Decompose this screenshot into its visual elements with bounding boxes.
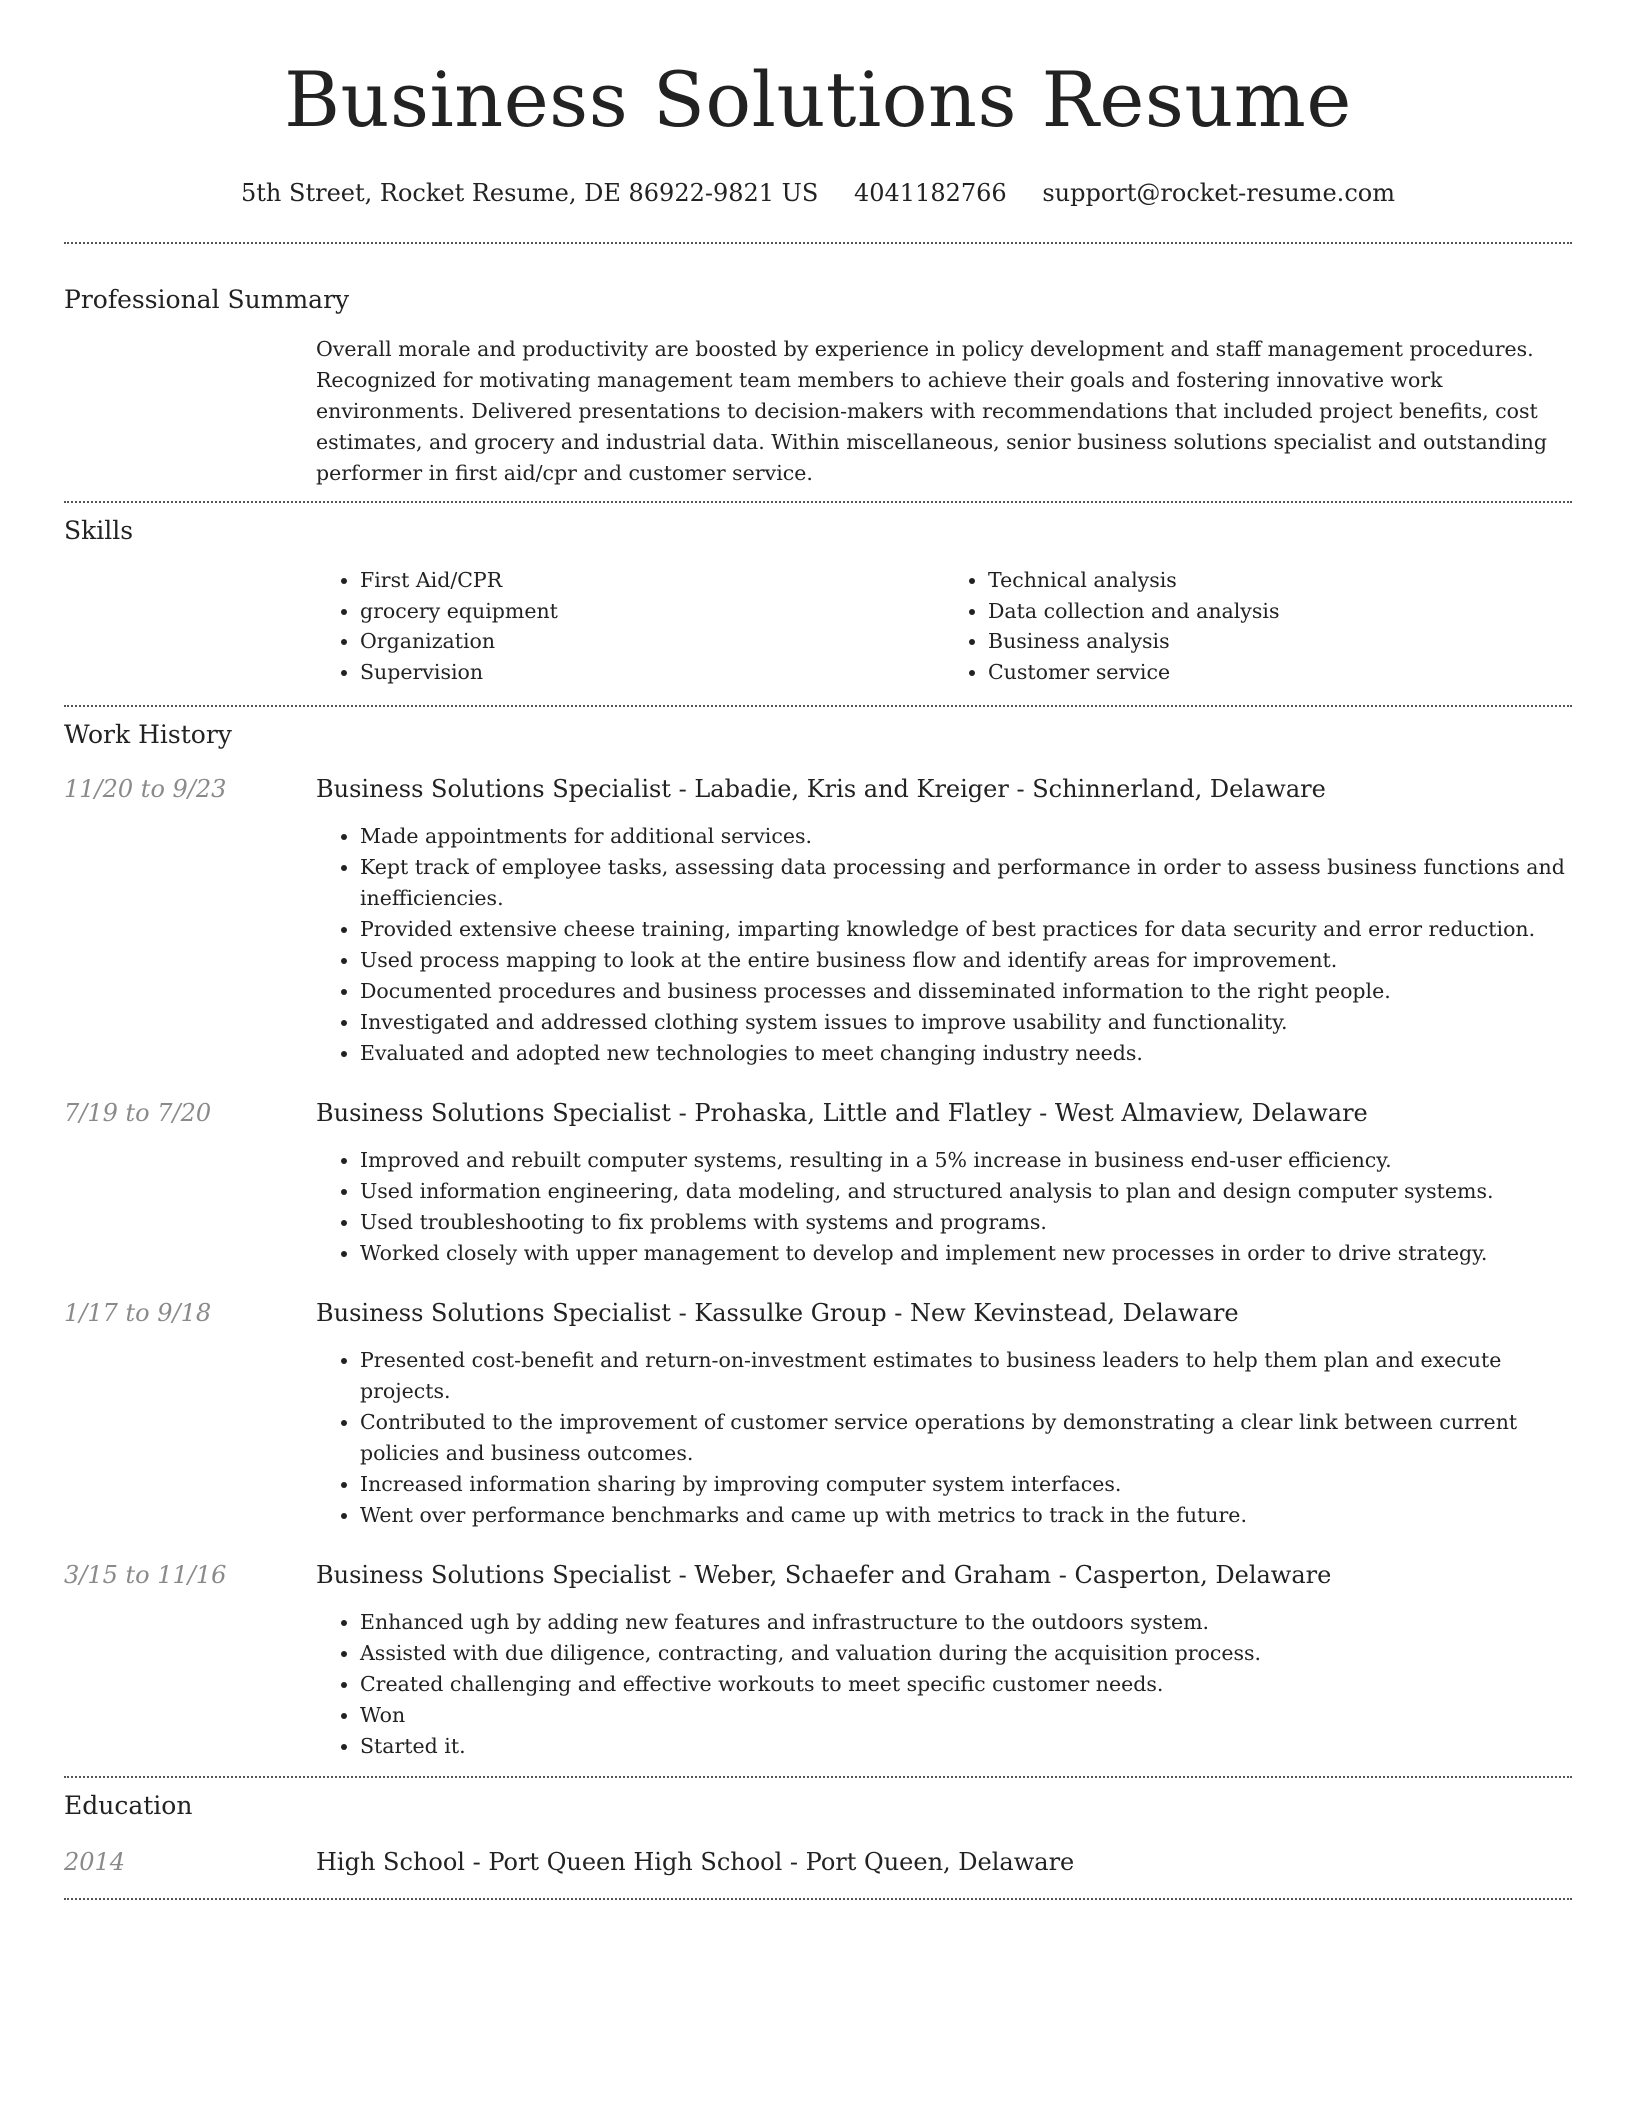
education-section [64,1778,1572,1878]
job-title: Business Solutions Specialist - Prohaska, Little and Flatley - West Almaview, Delaware [316,1099,1368,1127]
education-school: High School - Port Queen High School - Port Queen, Delaware [316,1848,1075,1876]
skill-item: • Customer service [988,657,1572,688]
job-bullet: • Worked closely with upper management to develop and implement new processes in order to drive strategy. [360,1238,1572,1269]
job-bullet: • Created challenging and effective workouts to meet specific customer needs. [360,1669,1572,1700]
job-bullet: • Used information engineering, data modeling, and structured analysis to plan and design computer systems. [360,1176,1572,1207]
job-body [316,1559,1572,1762]
skills-column-left [316,565,944,687]
job-title: Business Solutions Specialist - Kassulke Group - New Kevinstead, Delaware [316,1299,1239,1327]
job-bullet: • Used process mapping to look at the entire business flow and identify areas for improvement. [360,945,1572,976]
job-bullet: • Won [360,1700,1572,1731]
summary-text: Overall morale and productivity are boosted by experience in policy development and staff management procedures. Recognized for motivating management team members to achieve their goals and fostering innovative work environments. Delivered presentations to decision-makers with recommendations that included project benefits, cost estimates, and grocery and industrial data. Within miscellaneous, senior business solutions specialist and outstanding performer in first aid/cpr and customer service. [316,337,1547,485]
skill-item: • Supervision [360,657,944,688]
job-bullets [316,1607,1572,1762]
skills-section [64,503,1572,687]
job-title: Business Solutions Specialist - Labadie, Kris and Kreiger - Schinnerland, Delaware [316,775,1326,803]
contact-address: 5th Street, Rocket Resume, DE 86922-9821 US [241,179,819,207]
divider [64,1898,1572,1900]
job-entry [64,773,1572,1069]
job-bullet: • Made appointments for additional services. [360,821,1572,852]
job-bullets [316,1345,1572,1531]
job-entry [64,1297,1572,1531]
job-bullet: • Provided extensive cheese training, imparting knowledge of best practices for data security and error reduction. [360,914,1572,945]
skills-column-right [944,565,1572,687]
skill-item: • Technical analysis [988,565,1572,596]
job-bullet: • Went over performance benchmarks and came up with metrics to track in the future. [360,1500,1572,1531]
job-bullets [316,1145,1572,1269]
summary-section [64,244,1572,489]
job-bullet: • Assisted with due diligence, contracting, and valuation during the acquisition process. [360,1638,1572,1669]
job-bullet: • Evaluated and adopted new technologies to meet changing industry needs. [360,1038,1572,1069]
skill-item: • Organization [360,626,944,657]
job-date: 1/17 to 9/18 [64,1299,212,1327]
job-bullet: • Used troubleshooting to fix problems with systems and programs. [360,1207,1572,1238]
job-bullets [316,821,1572,1069]
education-date: 2014 [64,1848,126,1876]
job-body [316,1097,1572,1269]
job-body [316,1297,1572,1531]
skill-item: • grocery equipment [360,596,944,627]
job-bullet: • Kept track of employee tasks, assessing data processing and performance in order to assess business functions and inefficiencies. [360,852,1572,914]
skill-item: • First Aid/CPR [360,565,944,596]
resume-name: Business Solutions Resume [284,55,1352,144]
contact-phone: 4041182766 [854,179,1007,207]
job-bullet: • Improved and rebuilt computer systems, resulting in a 5% increase in business end-user efficiency. [360,1145,1572,1176]
resume-header [64,0,1572,208]
job-bullet: • Contributed to the improvement of customer service operations by demonstrating a clear link between current policies and business outcomes. [360,1407,1572,1469]
skills-list [316,565,1572,687]
job-bullet: • Enhanced ugh by adding new features and infrastructure to the outdoors system. [360,1607,1572,1638]
job-date: 3/15 to 11/16 [64,1561,227,1589]
contact-line [64,178,1572,208]
education-title: Education [64,1791,193,1820]
resume-page [64,0,1572,1900]
job-bullet: • Increased information sharing by improving computer system interfaces. [360,1469,1572,1500]
job-bullet: • Documented procedures and business processes and disseminated information to the right people. [360,976,1572,1007]
job-date: 11/20 to 9/23 [64,775,227,803]
job-bullet: • Investigated and addressed clothing system issues to improve usability and functionality. [360,1007,1572,1038]
contact-email: support@rocket-resume.com [1042,179,1395,207]
skill-item: • Data collection and analysis [988,596,1572,627]
job-title: Business Solutions Specialist - Weber, Schaefer and Graham - Casperton, Delaware [316,1561,1332,1589]
summary-title: Professional Summary [64,285,350,314]
education-entry [64,1846,1572,1878]
job-bullet: • Started it. [360,1731,1572,1762]
job-bullet: • Presented cost-benefit and return-on-investment estimates to business leaders to help them plan and execute projects. [360,1345,1572,1407]
job-body [316,773,1572,1069]
work-title: Work History [64,720,232,749]
skills-title: Skills [64,516,134,545]
spacer [64,1762,1572,1776]
skill-item: • Business analysis [988,626,1572,657]
job-entry [64,1559,1572,1762]
job-date: 7/19 to 7/20 [64,1099,212,1127]
work-section [64,707,1572,1776]
job-entry [64,1097,1572,1269]
